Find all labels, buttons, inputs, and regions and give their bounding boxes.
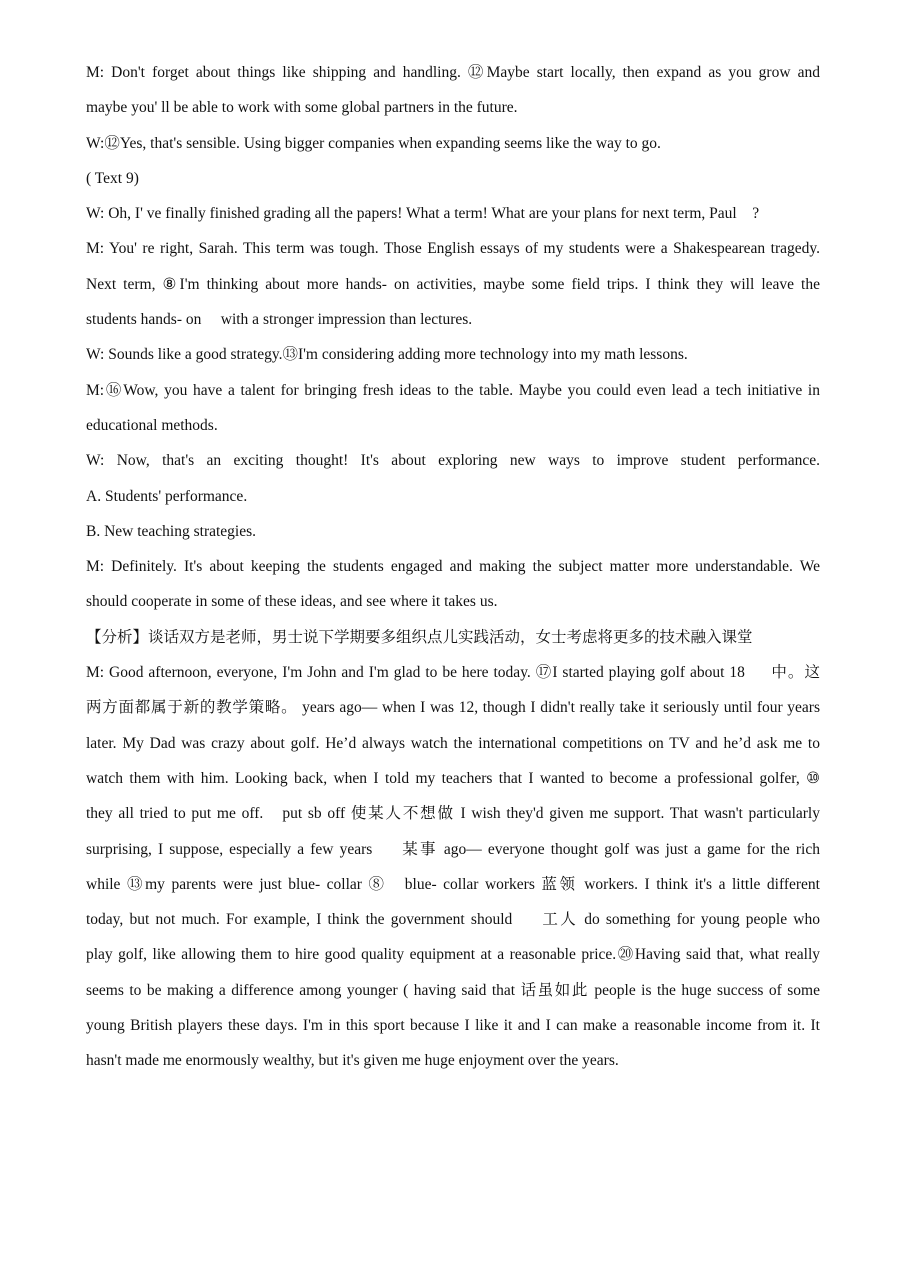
text-line: W:⑫Yes, that's sensible. Using bigger companies when expanding seems like the way to go. <box>86 134 661 152</box>
text-line: should cooperate in some of these ideas, and see where it takes us. <box>86 593 498 611</box>
text-line: W: Sounds like a good strategy.⑬I'm considering adding more technology into my math lessons. <box>86 346 688 364</box>
text-line: young British players these days. I'm in this sport because I like it and I can make a reasonable income from it. It <box>86 1017 820 1035</box>
text-line: W: Oh, I' ve finally finished grading all the papers! What a term! What are your plans for next term, Paul ? <box>86 205 760 223</box>
text-line: M: Don't forget about things like shipping and handling. ⑫Maybe start locally, then expand as you grow and <box>86 64 820 81</box>
document-body <box>86 55 820 1079</box>
text-line: M:⑯Wow, you have a talent for bringing fresh ideas to the table. Maybe you could even lead a tech initiative in <box>86 381 820 399</box>
text-line: surprising, I suppose, especially a few years 某事 ago— everyone thought golf was just a game for the rich <box>86 840 820 858</box>
text-line: Next term, ⑧I'm thinking about more hands- on activities, maybe some field trips. I think they will leave the <box>86 275 820 293</box>
text-line: hasn't made me enormously wealthy, but it's given me huge enjoyment over the years. <box>86 1052 619 1070</box>
text-line: educational methods. <box>86 416 218 434</box>
text-line: while ⑬my parents were just blue- collar ⑧ blue- collar workers 蓝领 workers. I think it's a little different <box>86 875 820 893</box>
text-line: B. New teaching strategies. <box>86 522 257 540</box>
text-line: later. My Dad was crazy about golf. He’d always watch the international competitions on TV and he’d ask me to <box>86 734 820 752</box>
text-line: ( Text 9) <box>86 169 139 187</box>
text-line: M: You' re right, Sarah. This term was tough. Those English essays of my students were a Shakespearean tragedy. <box>86 240 820 258</box>
text-line: M: Good afternoon, everyone, I'm John and I'm glad to be here today. ⑰I started playing golf about 18 中。这 <box>86 664 820 682</box>
text-line: today, but not much. For example, I think the government should 工人 do something for young people who <box>86 911 820 929</box>
text-line: 【分析】谈话双方是老师，男士说下学期要多组织点儿实践活动，女士考虑将更多的技术融入课堂 <box>86 628 753 646</box>
text-line: 两方面都属于新的教学策略。 years ago— when I was 12, though I didn't really take it seriously until four years <box>86 699 820 717</box>
text-line: they all tried to put me off. put sb off 使某人不想做 I wish they'd given me support. That wasn't particularly <box>86 805 820 823</box>
text-line: W: Now, that's an exciting thought! It's about exploring new ways to improve student performance. <box>86 452 820 470</box>
text-line: M: Definitely. It's about keeping the students engaged and making the subject matter more understandable. We <box>86 558 820 576</box>
text-line: watch them with him. Looking back, when I told my teachers that I wanted to become a professional golfer, ⑩ <box>86 769 820 787</box>
text-line: A. Students' performance. <box>86 487 248 505</box>
text-line: maybe you' ll be able to work with some global partners in the future. <box>86 99 518 117</box>
text-line: play golf, like allowing them to hire good quality equipment at a reasonable price.⑳Having said that, what really <box>86 946 820 964</box>
text-line: students hands- on with a stronger impression than lectures. <box>86 311 473 329</box>
text-line: seems to be making a difference among younger ( having said that 话虽如此 people is the huge success of some <box>86 981 820 999</box>
